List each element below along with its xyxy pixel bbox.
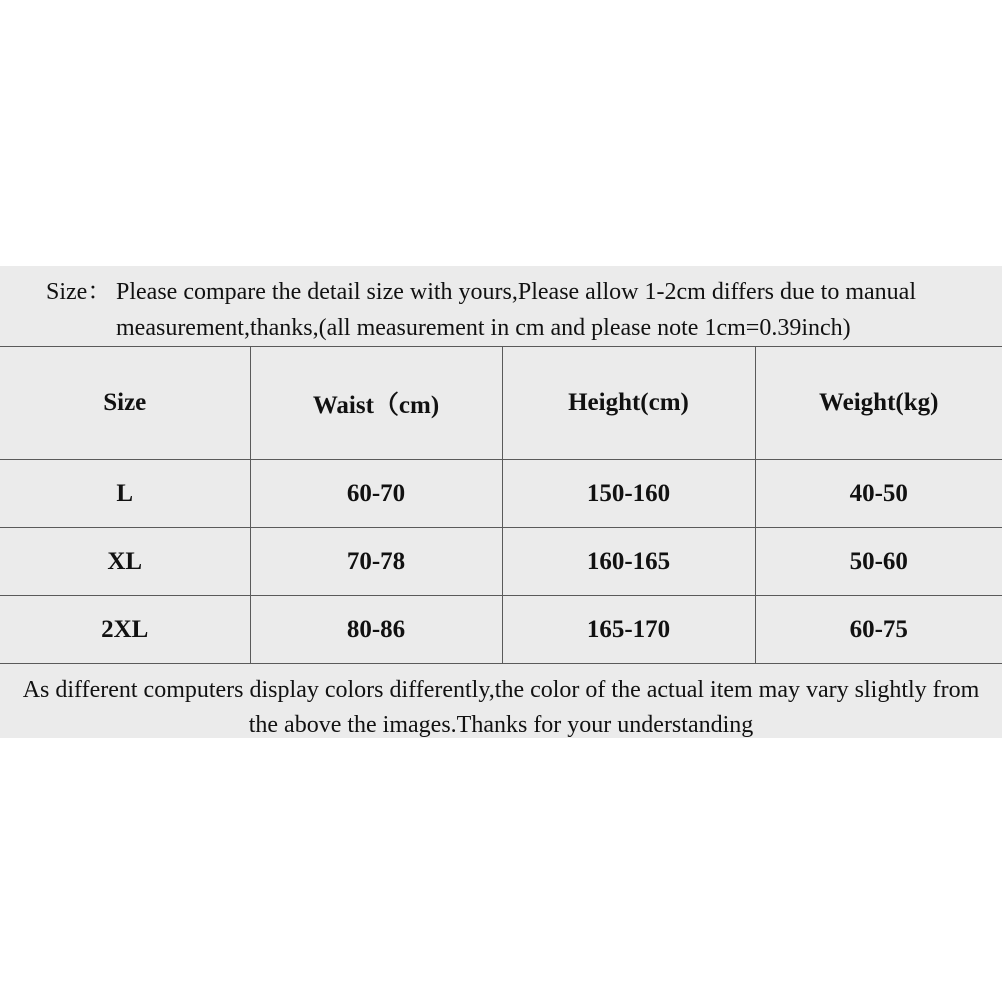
cell-height: 160-165: [502, 528, 755, 596]
cell-height: 150-160: [502, 460, 755, 528]
disclaimer-line-1: As different computers display colors differently,the color of the actual item may vary slightly from: [22, 677, 980, 703]
table-row: [0, 596, 1002, 664]
cell-waist: 80-86: [250, 596, 502, 664]
cell-weight: 50-60: [755, 528, 1002, 596]
header-height: Height(cm): [502, 347, 755, 460]
size-chart-panel: [0, 266, 1002, 738]
size-note-line-1: [46, 274, 972, 310]
header-weight: Weight(kg): [755, 347, 1002, 460]
cell-waist: 60-70: [250, 460, 502, 528]
header-waist: Waist（cm): [250, 347, 502, 460]
cell-size: XL: [0, 528, 250, 596]
table-header-row: [0, 347, 1002, 460]
cell-height: 165-170: [502, 596, 755, 664]
size-note-text-1: Please compare the detail size with yours,Please allow 1-2cm differs due to manual: [116, 279, 916, 305]
header-size: Size: [0, 347, 250, 460]
cell-waist: 70-78: [250, 528, 502, 596]
color-disclaimer: [0, 673, 1002, 743]
size-note-line-2: measurement,thanks,(all measurement in cm and please note 1cm=0.39inch): [116, 315, 851, 341]
size-note-label: Size：: [46, 279, 112, 305]
disclaimer-line-2: the above the images.Thanks for your understanding: [248, 712, 754, 738]
size-note: [0, 266, 1002, 346]
size-table: [0, 346, 1002, 664]
cell-size: 2XL: [0, 596, 250, 664]
cell-size: L: [0, 460, 250, 528]
cell-weight: 40-50: [755, 460, 1002, 528]
table-row: [0, 528, 1002, 596]
cell-weight: 60-75: [755, 596, 1002, 664]
table-row: [0, 460, 1002, 528]
